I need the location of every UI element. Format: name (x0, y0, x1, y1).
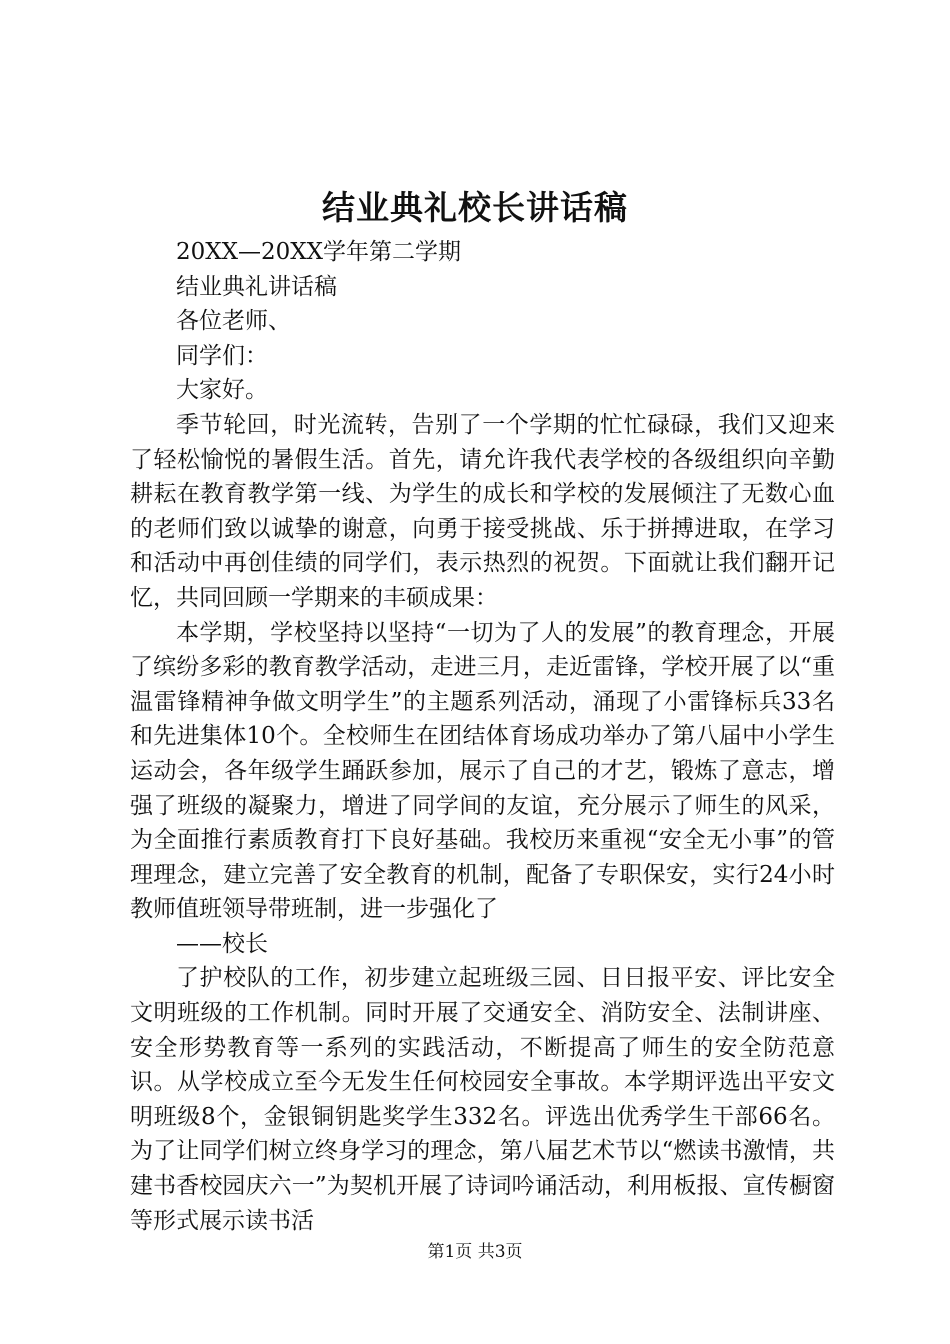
speaker-signature: ——校长 (176, 930, 268, 957)
salutation-students: 同学们： (176, 342, 268, 369)
greeting: 大家好。 (176, 377, 268, 404)
semester-line: 20XX—20XX学年第二学期 (176, 239, 462, 265)
salutation-teachers: 各位老师、 (176, 308, 291, 335)
paragraph-achievements: 本学期，学校坚持以坚持“一切为了人的发展”的教育理念，开展了缤纷多彩的教育教学活动，走进三月，走近雷锋，学校开展了以“重温雷锋精神争做文明学生”的主题系列活动，涌现了小雷锋标兵33名和先进集体10个。全校师生在团结体育场成功举办了第八届中小学生运动会，各年级学生踊跃参加，展示了自己的才艺，锻炼了意志，增强了班级的凝聚力，增进了同学间的友谊，充分展示了师生的风采，为全面推行素质教育打下良好基础。我校历来重视“安全无小事”的管理理念，建立完善了安全教育的机制，配备了专职保安，实行24小时教师值班领导带班制，进一步强化了 (130, 619, 835, 923)
paragraph-opening: 季节轮回，时光流转，告别了一个学期的忙忙碌碌，我们又迎来了轻松愉悦的暑假生活。首先，请允许我代表学校的各级组织向辛勤耕耘在教育教学第一线、为学生的成长和学校的发展倾注了无数心血的老师们致以诚挚的谢意，向勇于接受挑战、乐于拼搏进取，在学习和活动中再创佳绩的同学们，表示热烈的祝贺。下面就让我们翻开记忆，共同回顾一学期来的丰硕成果： (130, 411, 835, 611)
document-body (130, 235, 835, 1238)
paragraph-safety: 了护校队的工作，初步建立起班级三园、日日报平安、评比安全文明班级的工作机制。同时开展了交通安全、消防安全、法制讲座、安全形势教育等一系列的实践活动，不断提高了师生的安全防范意识。从学校成立至今无发生任何校园安全事故。本学期评选出平安文明班级8个，金银铜钥匙奖学生332名。评选出优秀学生干部66名。为了让同学们树立终身学习的理念，第八届艺术节以“燃读书激情，共建书香校园庆六一”为契机开展了诗词吟诵活动，利用板报、宣传橱窗等形式展示读书活 (130, 965, 835, 1234)
document-title: 结业典礼校长讲话稿 (322, 188, 628, 227)
page-number-footer: 第1页 共3页 (427, 1242, 523, 1262)
speech-subtitle: 结业典礼讲话稿 (176, 273, 337, 300)
